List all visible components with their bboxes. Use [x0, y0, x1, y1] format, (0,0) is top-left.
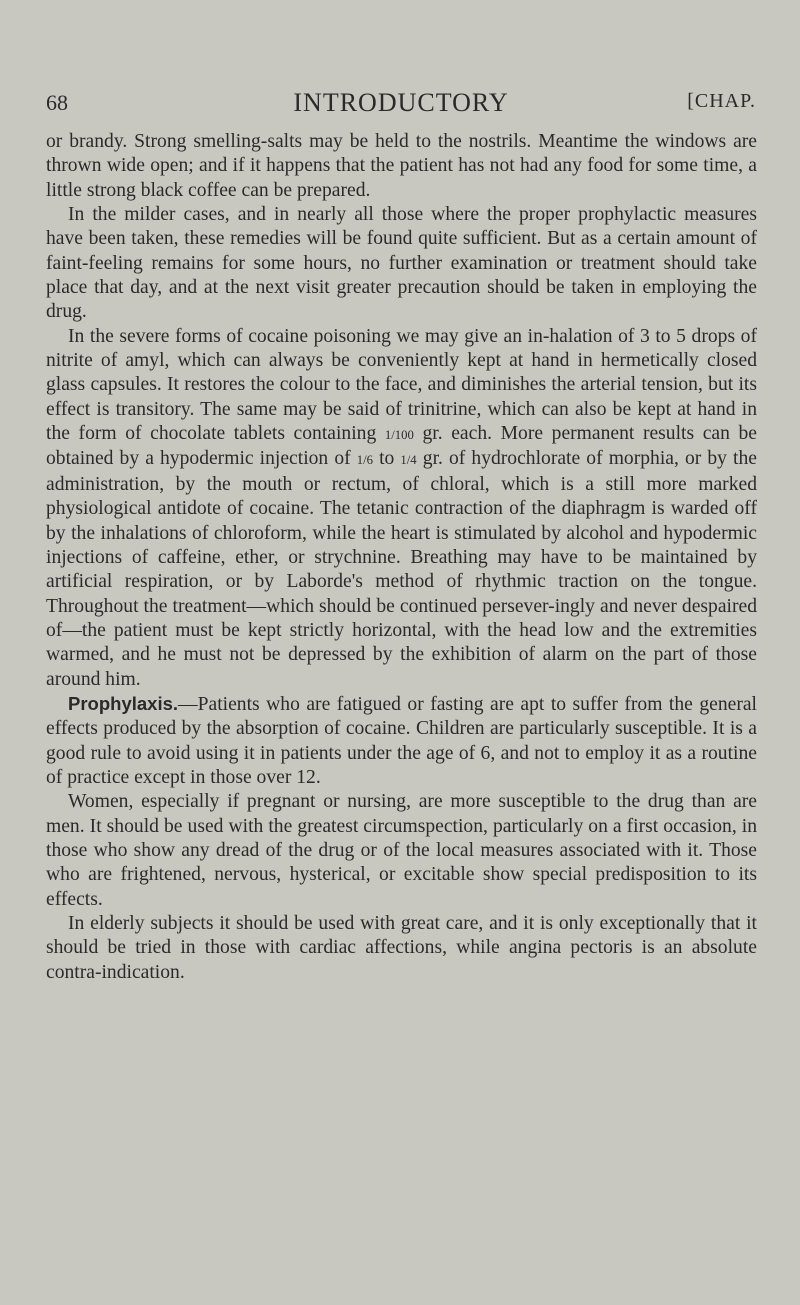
- paragraph-text: to: [373, 448, 401, 470]
- paragraph-text: gr. of hydrochlorate of morphia, or by the administration, by the mouth or rectum, of chloral, which is a still more marked physiological antidote of cocaine. The tetanic contraction of the diaphragm is warded off by the inhalations of chloroform, while the heart is stimulated by alcohol and hypodermic injections of caffeine, ether, or strychnine. Breathing may have to be maintained by artificial respiration, or by Laborde's method of rhythmic traction on the tongue. Throughout the treatment—which should be continued persever-ingly and never despaired of—the patient must be kept strictly horizontal, with the head low and the extremities warmed, and he must not be depressed by the exhibition of alarm on the part of those around him.: [46, 448, 757, 690]
- paragraph-severe-forms: [46, 325, 757, 692]
- paragraph-text: In elderly subjects it should be used with great care, and it is only exceptionally that it should be tried in those with cardiac affections, while angina pectoris is an absolute contra-indication.: [46, 913, 757, 983]
- paragraph-text: Women, especially if pregnant or nursing, are more susceptible to the drug than are men. It should be used with the greatest circumspection, particularly on a first occasion, in those who show any dread of the drug or of the local measures associated with it. Those who are frightened, nervous, hysterical, or excitable show special predisposition to its effects.: [46, 791, 757, 910]
- running-title: INTRODUCTORY: [293, 88, 509, 117]
- paragraph-text: In the severe forms of cocaine poisoning we may give an in-halation of 3 to 5 drops of nitrite of amyl, which can always be conveniently kept at hand in hermetically closed glass capsules. It restores the colour to the face, and diminishes the arterial tension, but its effect is transitory. The same may be said of trinitrine, which can also be kept at hand in the form of chocolate tablets containing: [46, 325, 757, 445]
- chapter-label: [CHAP.: [687, 90, 756, 112]
- paragraph-text: —Patients who are fatigued or fasting are apt to suffer from the general effects produced by the absorption of cocaine. Children are particularly susceptible. It is a good rule to avoid using it in patients under the age of 6, and not to employ it as a routine of practice except in those over 12.: [46, 693, 757, 788]
- paragraph-text: or brandy. Strong smelling-salts may be held to the nostrils. Meantime the windows are thrown wide open; and if it happens that the patient has not had any food for some time, a little strong black coffee can be prepared.: [46, 131, 757, 201]
- paragraph-text: In the milder cases, and in nearly all those where the proper prophylactic measures have been taken, these remedies will be found quite sufficient. But as a certain amount of faint-feeling remains for some hours, no further examination or treatment should take place that day, and at the next visit greater precaution should be taken in employing the drug.: [46, 204, 757, 323]
- fraction-one-sixth: 1/6: [356, 453, 373, 468]
- paragraph-text: gr. each. More permanent results can be obtained by a hypodermic injection of: [46, 423, 757, 470]
- body-text: [46, 130, 757, 985]
- fraction-one-quarter: 1/4: [400, 453, 417, 468]
- paragraph-women: [46, 790, 757, 912]
- page-number: 68: [46, 90, 68, 115]
- paragraph-milder-cases: [46, 203, 757, 325]
- paragraph-prophylaxis: [46, 692, 757, 790]
- paragraph-brandy: [46, 130, 757, 203]
- fraction-one-hundredth: 1/100: [384, 428, 414, 443]
- page-header: [46, 90, 756, 120]
- paragraph-elderly: [46, 912, 757, 985]
- section-heading-prophylaxis: Prophylaxis.: [68, 692, 179, 714]
